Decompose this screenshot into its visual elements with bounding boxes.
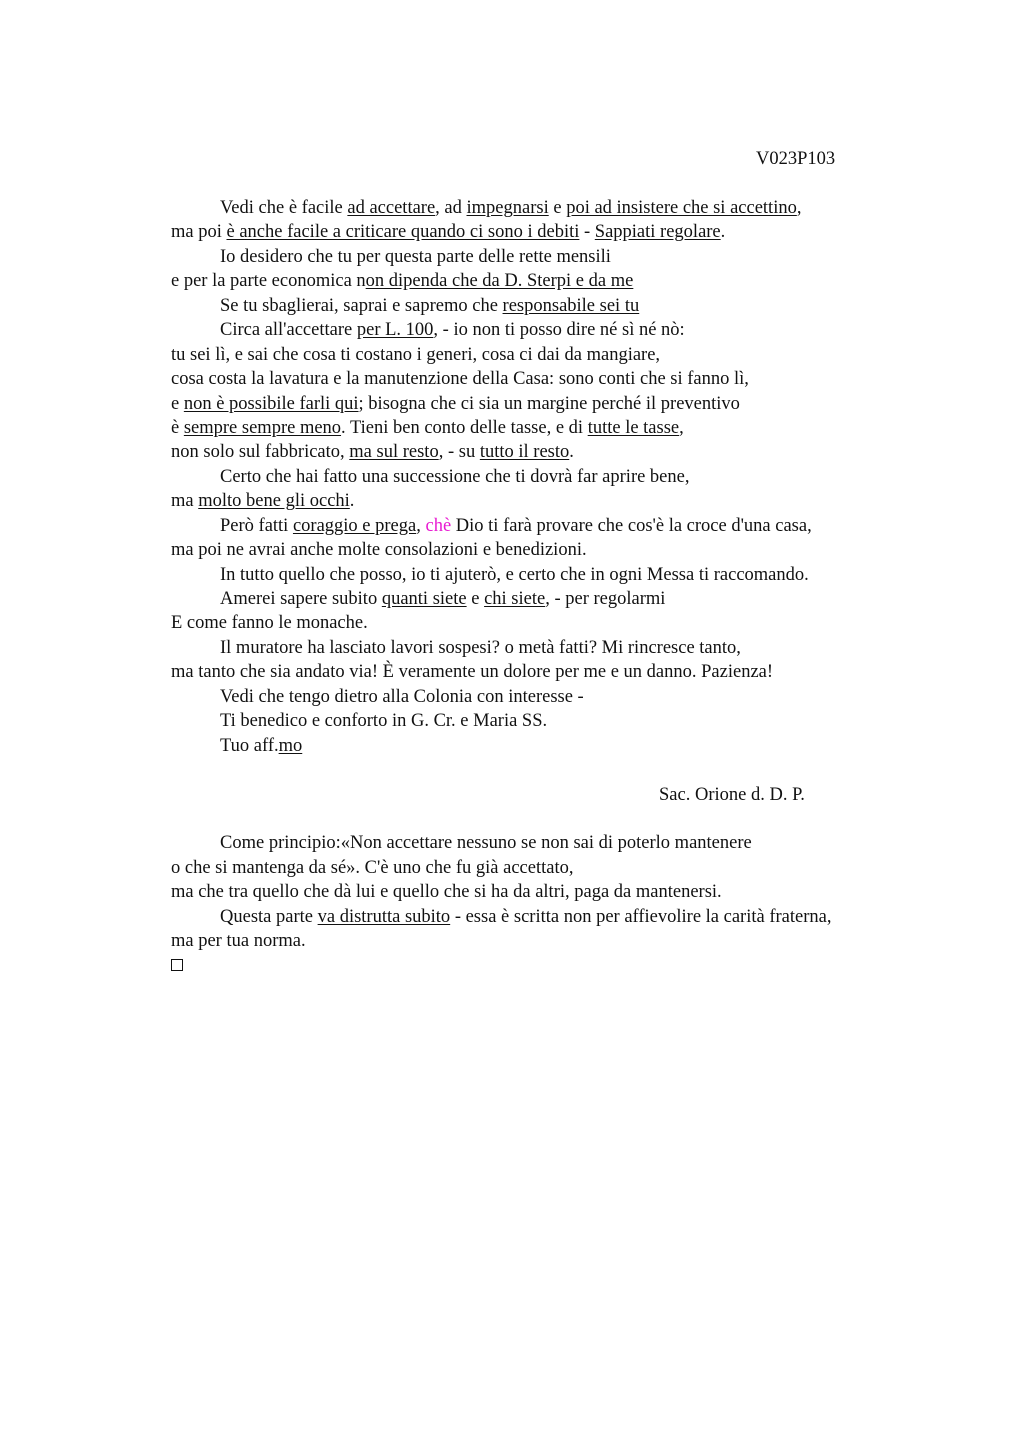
checkbox-icon xyxy=(171,959,183,971)
underlined-text: responsabile sei tu xyxy=(502,295,640,316)
underlined-text: ma sul resto xyxy=(349,442,439,463)
text-line xyxy=(171,611,1011,635)
text-segment: e per la parte economica n xyxy=(171,271,366,292)
text-line xyxy=(171,440,1011,464)
text-segment: cosa costa la lavatura e la manutenzione della Casa: sono conti che si fanno lì, xyxy=(171,369,749,390)
text-line xyxy=(171,563,1011,587)
underlined-text: quanti siete xyxy=(381,589,467,609)
text-segment: Sac. Orione d. D. P. xyxy=(659,784,805,805)
underlined-text: molto bene gli occhi xyxy=(198,491,350,512)
underlined-text: per L. 100 xyxy=(356,320,434,341)
letter-body xyxy=(171,196,1011,978)
text-line xyxy=(171,660,1011,684)
underlined-text: poi ad insistere che si accettino xyxy=(566,198,797,218)
text-line xyxy=(171,392,1011,416)
text-line xyxy=(171,294,1011,318)
text-segment: tu sei lì, e sai che cosa ti costano i generi, cosa ci dai da mangiare, xyxy=(171,344,661,365)
text-line xyxy=(171,465,1011,489)
underlined-text: coraggio e prega xyxy=(292,515,417,536)
text-line xyxy=(171,269,1011,293)
text-line xyxy=(171,245,1011,269)
text-segment: Se tu sbaglierai, saprai e sapremo che xyxy=(220,295,503,316)
underlined-text: non è possibile farli qui xyxy=(183,393,359,414)
text-segment: ma per tua norma. xyxy=(171,931,306,952)
text-line xyxy=(171,196,1011,220)
text-line xyxy=(171,856,1011,880)
text-segment: Tuo aff. xyxy=(220,735,279,756)
text-line xyxy=(171,538,1011,562)
highlighted-text: chè xyxy=(425,515,452,536)
text-line xyxy=(171,514,1011,538)
text-segment: Dio ti farà provare che cos'è la croce d'una casa, xyxy=(451,515,812,536)
underlined-text: tutte le tasse xyxy=(587,417,680,438)
text-segment: e xyxy=(171,393,184,414)
text-segment: Come principio:«Non accettare nessuno se non sai di poterlo mantenere xyxy=(220,833,752,854)
text-segment: - essa è scritta non per affievolire la carità fraterna, xyxy=(450,906,832,927)
text-segment: - xyxy=(579,222,595,243)
text-line xyxy=(171,880,1011,904)
text-line xyxy=(171,831,1011,855)
text-line xyxy=(171,416,1011,440)
text-segment: ma xyxy=(171,491,199,512)
text-segment: , - io non ti posso dire né sì né nò: xyxy=(433,320,685,341)
underlined-text: va distrutta subito xyxy=(317,906,451,927)
text-segment: E come fanno le monache. xyxy=(171,613,368,634)
text-segment: Vedi che tengo dietro alla Colonia con interesse - xyxy=(220,686,584,707)
text-segment: Questa parte xyxy=(220,906,318,927)
text-segment: . Tieni ben conto delle tasse, e di xyxy=(341,417,588,438)
text-line xyxy=(171,734,1011,758)
underlined-text: chi siete xyxy=(484,589,546,609)
text-segment: è xyxy=(171,417,184,438)
text-segment: ma poi xyxy=(171,222,227,243)
text-segment: , xyxy=(679,417,684,438)
text-segment: , - per regolarmi xyxy=(545,589,666,609)
text-segment: . xyxy=(569,442,574,463)
underlined-text: impegnarsi xyxy=(466,198,549,218)
text-segment: Io desidero che tu per questa parte delle rette mensili xyxy=(220,246,611,267)
text-line xyxy=(171,587,1011,611)
text-line xyxy=(171,685,1011,709)
text-segment: In tutto quello che posso, io ti ajuterò, e certo che in ogni Messa ti raccomando. xyxy=(220,564,809,585)
underlined-text: tutto il resto xyxy=(479,442,570,463)
text-line xyxy=(171,636,1011,660)
signature xyxy=(171,783,1011,807)
text-segment: Il muratore ha lasciato lavori sospesi? o metà fatti? Mi rincresce tanto, xyxy=(220,637,741,658)
text-line xyxy=(171,929,1011,953)
text-segment: o che si mantenga da sé». C'è uno che fu già accettato, xyxy=(171,857,574,878)
text-segment: Amerei sapere subito xyxy=(220,589,382,609)
text-line xyxy=(171,220,1011,244)
text-segment: , xyxy=(416,515,426,536)
text-segment: non solo sul fabbricato, xyxy=(171,442,350,463)
text-segment: ; bisogna che ci sia un margine perché il preventivo xyxy=(358,393,740,414)
underlined-text: Sappiati regolare xyxy=(594,222,721,243)
text-segment: e xyxy=(466,589,485,609)
text-line xyxy=(171,709,1011,733)
text-segment: , xyxy=(796,198,802,218)
page-id: V023P103 xyxy=(756,149,836,169)
text-segment: , ad xyxy=(435,198,467,218)
blank-line xyxy=(171,807,1011,831)
checkbox-line xyxy=(171,954,1011,978)
text-line xyxy=(171,318,1011,342)
text-segment: Circa all'accettare xyxy=(220,320,357,341)
text-line xyxy=(171,367,1011,391)
text-line xyxy=(171,489,1011,513)
text-line xyxy=(171,343,1011,367)
blank-line xyxy=(171,758,1011,782)
text-segment: Però fatti xyxy=(220,515,293,536)
underlined-text: è anche facile a criticare quando ci sono i debiti xyxy=(226,222,580,243)
text-segment: , - su xyxy=(438,442,480,463)
underlined-text: sempre sempre meno xyxy=(183,417,342,438)
underlined-text: ad accettare xyxy=(347,198,436,218)
text-segment: ma poi ne avrai anche molte consolazioni e benedizioni. xyxy=(171,540,587,561)
text-segment: ma che tra quello che dà lui e quello che si ha da altri, paga da mantenersi. xyxy=(171,882,722,903)
text-segment: ma tanto che sia andato via! È veramente un dolore per me e un danno. Pazienza! xyxy=(171,662,774,683)
text-segment: . xyxy=(720,222,726,243)
text-segment: e xyxy=(548,198,567,218)
underlined-text: on dipenda che da D. Sterpi e da me xyxy=(365,271,634,292)
text-segment: Ti benedico e conforto in G. Cr. e Maria SS. xyxy=(220,711,548,732)
text-line xyxy=(171,905,1011,929)
text-segment: . xyxy=(349,491,355,512)
text-segment: Certo che hai fatto una successione che ti dovrà far aprire bene, xyxy=(220,466,690,487)
text-segment: Vedi che è facile xyxy=(220,198,348,218)
underlined-text: mo xyxy=(278,735,303,756)
